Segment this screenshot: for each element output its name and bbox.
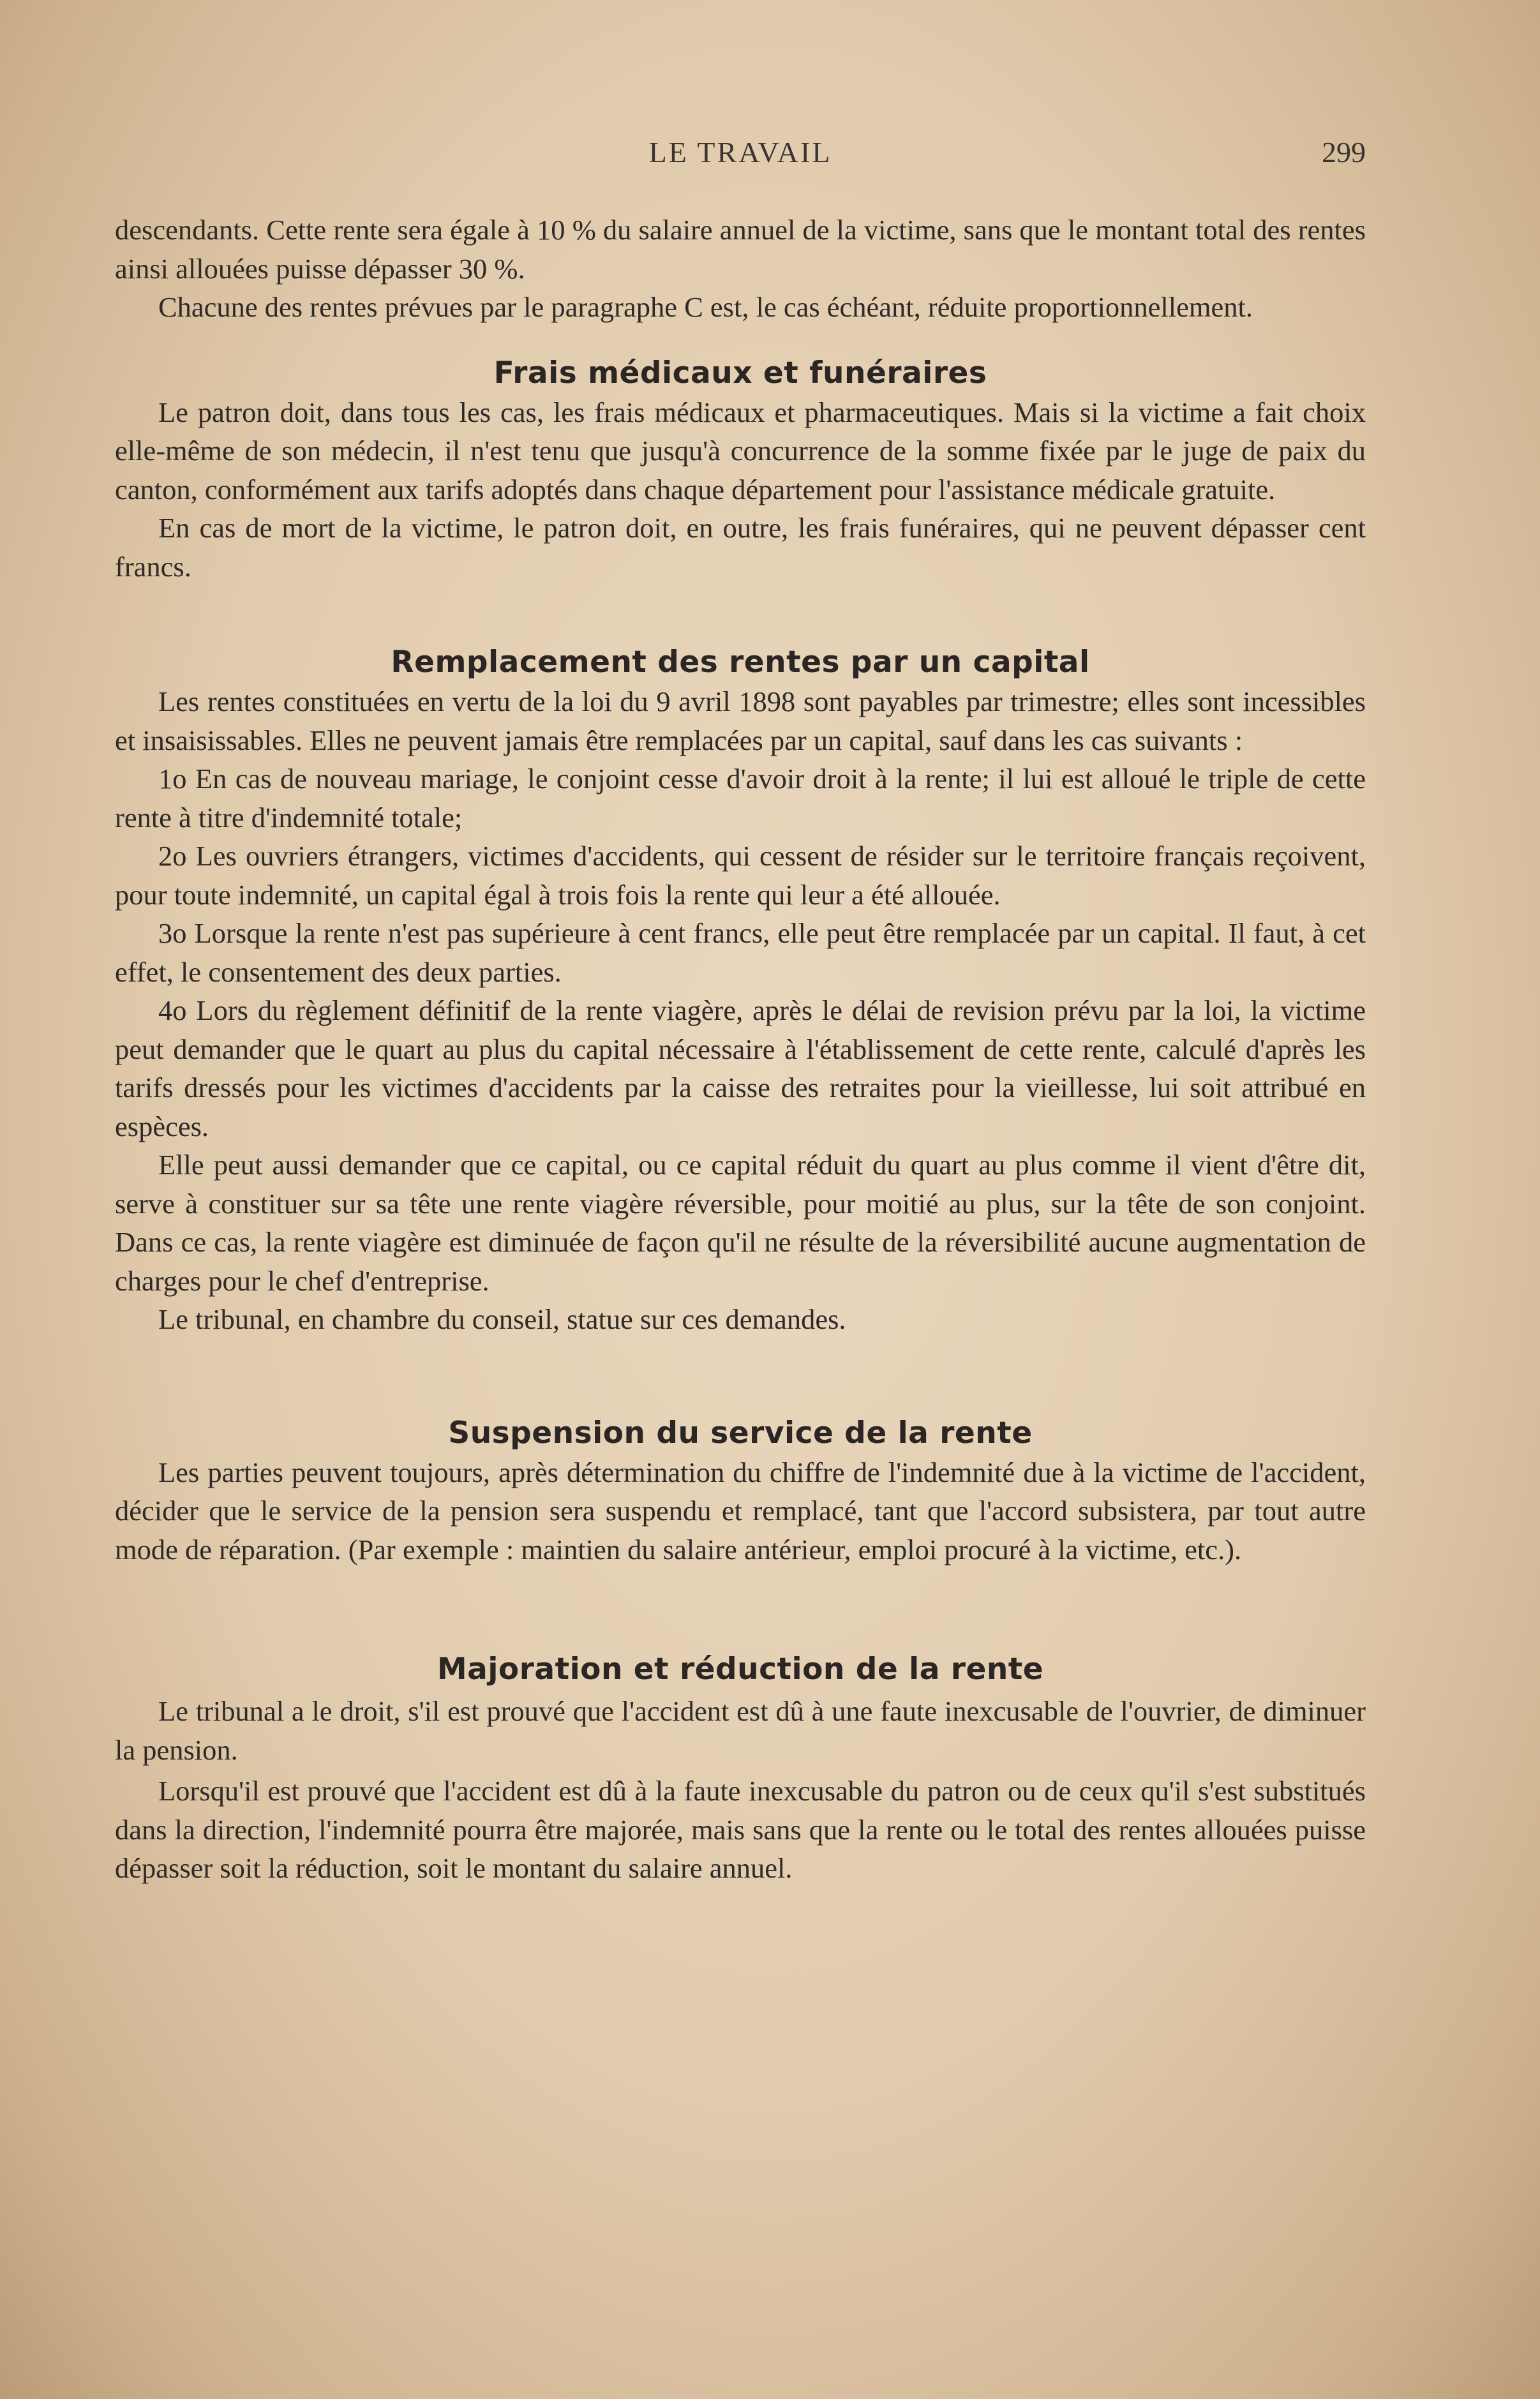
paragraph-majoration-2: Lorsqu'il est prouvé que l'accident est dû à la faute inexcusable du patron ou de ceux qu'il s'est substitués dans la direction, l'indemnité pourra être majorée, mais sans que la rente ou le total des rentes allouées puisse dépasser soit la réduction, soit le montant du salaire annuel. [115,1775,1366,1884]
page-header [115,135,1366,174]
paragraph-frais-1: Le patron doit, dans tous les cas, les frais médicaux et pharmaceutiques. Mais si la victime a fait choix elle-même de son médecin, il n'est tenu que jusqu'à concurrence de la somme fixée par le juge de paix du canton, conformément aux tarifs adoptés dans chaque département pour l'assistance médicale gratuite. [115,396,1366,505]
section-heading-frais: Frais médicaux et funéraires [493,355,987,391]
section-heading-remplacement: Remplacement des rentes par un capital [391,645,1090,680]
paragraph-remplacement-7: Le tribunal, en chambre du conseil, statue sur ces demandes. [158,1303,846,1335]
paragraph-suspension-1: Les parties peuvent toujours, après détermination du chiffre de l'indemnité due à la victime de l'accident, décider que le service de la pension sera suspendu et remplacé, tant que l'accord subsistera, par tout autre mode de réparation. (Par exemple : maintien du salaire antérieur, emploi procuré à la victime, etc.). [115,1456,1366,1566]
paragraph-remplacement-4: 3o Lorsque la rente n'est pas supérieure à cent francs, elle peut être remplacée par un capital. Il faut, à cet effet, le consentement des deux parties. [115,917,1366,988]
paragraph-frais-2: En cas de mort de la victime, le patron doit, en outre, les frais funéraires, qui ne peuvent dépasser cent francs. [115,512,1366,583]
page-number: 299 [1322,136,1366,168]
paragraph-intro-1: descendants. Cette rente sera égale à 10 % du salaire annuel de la victime, sans que le montant total des rentes ainsi allouées puisse dépasser 30 %. [115,214,1366,285]
paragraph-remplacement-5: 4o Lors du règlement définitif de la rente viagère, après le délai de revision prévu par la loi, la victime peut demander que le quart au plus du capital nécessaire à l'établissement de cette rente, calculé d'après les tarifs dressés pour les victimes d'accidents par la caisse des retraites pour la vieillesse, lui soit attribué en espèces. [115,994,1366,1142]
paragraph-remplacement-3: 2o Les ouvriers étrangers, victimes d'accidents, qui cessent de résider sur le territoire français reçoivent, pour toute indemnité, un capital égal à trois fois la rente qui leur a été allouée. [115,840,1366,911]
paragraph-remplacement-1: Les rentes constituées en vertu de la loi du 9 avril 1898 sont payables par trimestre; elles sont incessibles et insaisissables. Elles ne peuvent jamais être remplacées par un capital, sauf dans les cas suivants : [115,685,1366,756]
running-title: LE TRAVAIL [648,136,832,168]
paragraph-intro-2: Chacune des rentes prévues par le paragraphe C est, le cas échéant, réduite proportionnellement. [158,291,1253,323]
paragraph-remplacement-6: Elle peut aussi demander que ce capital, ou ce capital réduit du quart au plus comme il vient d'être dit, serve à constituer sur sa tête une rente viagère réversible, pour moitié au plus, sur la tête de son conjoint. Dans ce cas, la rente viagère est diminuée de façon qu'il ne résulte de la réversibilité aucune augmentation de charges pour le chef d'entreprise. [115,1149,1366,1297]
section-heading-suspension: Suspension du service de la rente [448,1415,1033,1451]
page-body [115,211,1366,1888]
paragraph-majoration-1: Le tribunal a le droit, s'il est prouvé que l'accident est dû à une faute inexcusable de l'ouvrier, de diminuer la pension. [115,1695,1366,1766]
paragraph-remplacement-2: 1o En cas de nouveau mariage, le conjoint cesse d'avoir droit à la rente; il lui est alloué le triple de cette rente à titre d'indemnité totale; [115,763,1366,833]
section-heading-majoration: Majoration et réduction de la rente [437,1652,1044,1687]
